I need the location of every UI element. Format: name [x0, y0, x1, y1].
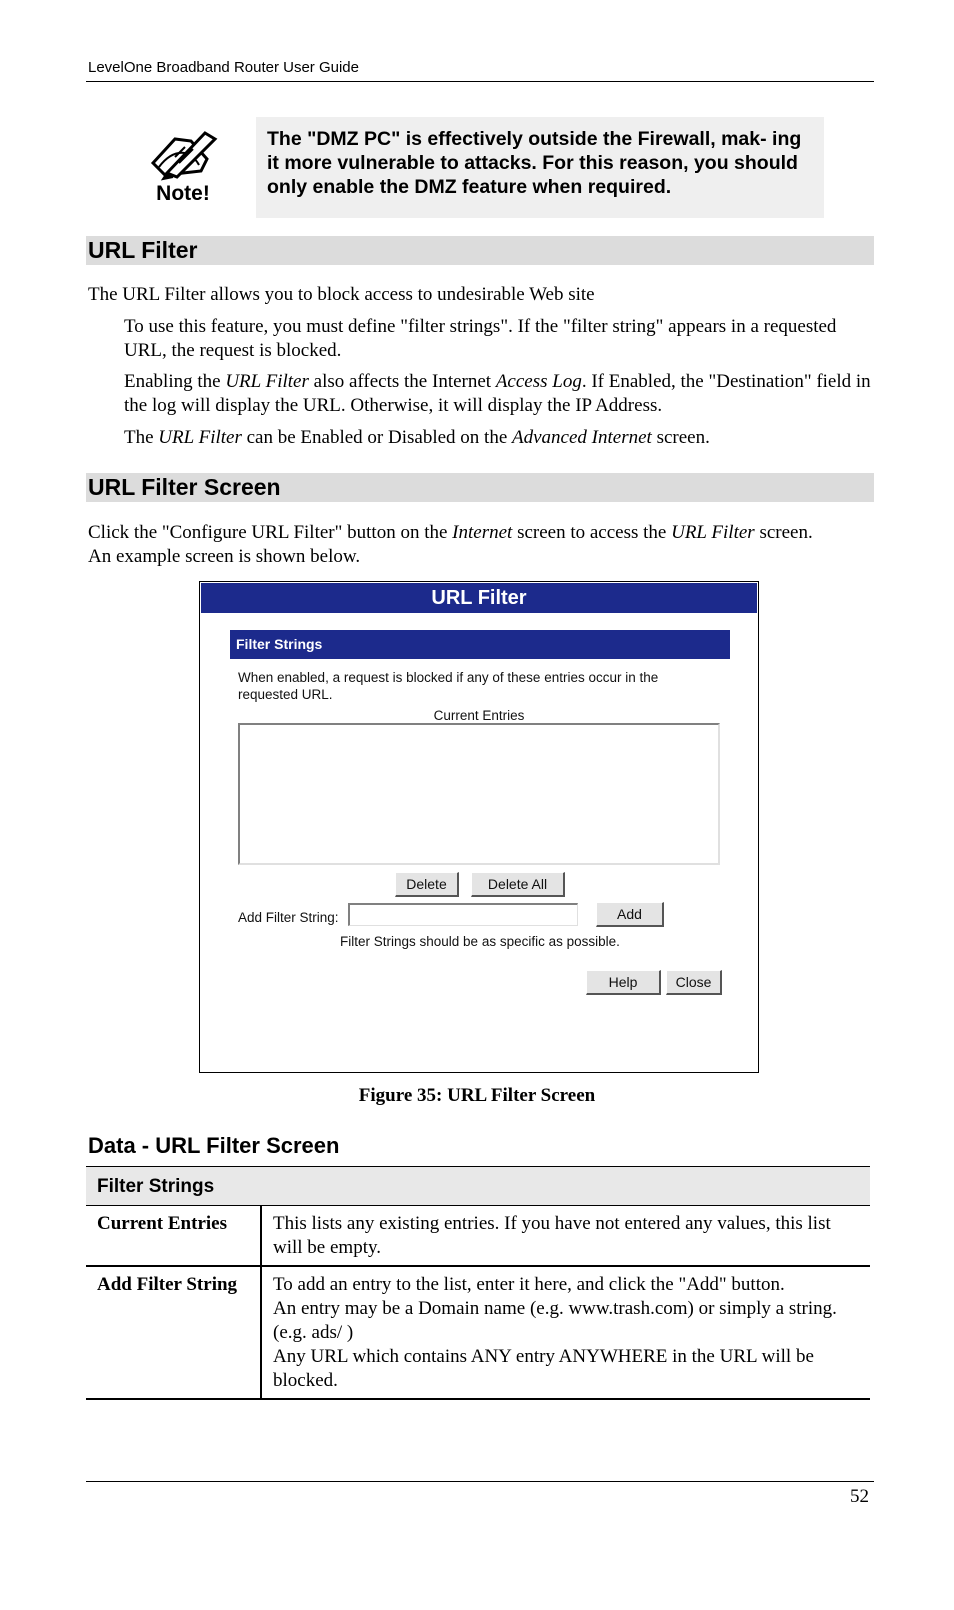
help-button[interactable]: Help — [586, 970, 661, 995]
screen-title: URL Filter — [201, 583, 757, 613]
section-heading-url-filter — [86, 236, 874, 265]
footer-rule — [86, 1481, 874, 1482]
filter-description: When enabled, a request is blocked if any of these entries occur in the requested URL. — [238, 670, 659, 702]
section-title: URL Filter — [88, 237, 198, 263]
paragraph-access-log: Enabling the URL Filter also affects the Internet Access Log. If Enabled, the "Destination" field in the log will display the URL. Otherwise, it will display the IP Address. — [124, 371, 871, 416]
table-group-label: Filter Strings — [86, 1167, 870, 1206]
add-button[interactable]: Add — [596, 902, 664, 927]
data-heading: Data - URL Filter Screen — [88, 1133, 340, 1158]
section-heading-url-filter-screen — [86, 473, 874, 502]
data-table — [86, 1166, 870, 1400]
table-description: This lists any existing entries. If you have not entered any values, this list will be empty. — [261, 1206, 870, 1267]
delete-button[interactable]: Delete — [395, 872, 459, 897]
table-term: Current Entries — [86, 1206, 261, 1267]
note-callout — [256, 117, 824, 218]
table-group-row — [86, 1167, 870, 1206]
close-button[interactable]: Close — [666, 970, 722, 995]
note-text: The "DMZ PC" is effectively outside the Firewall, mak- ing it more vulnerable to attacks. For this reason, you should only enable the DMZ feature when required. — [267, 128, 802, 198]
current-entries-listbox[interactable] — [238, 723, 720, 865]
page-number: 52 — [850, 1486, 869, 1507]
add-filter-string-label: Add Filter String: — [238, 910, 339, 925]
figure-caption: Figure 35: URL Filter Screen — [358, 1085, 596, 1106]
note-icon-label: Note! — [156, 182, 210, 205]
paragraph-configure: Click the "Configure URL Filter" button on the Internet screen to access the URL Filter screen. An example screen is shown below. — [88, 522, 813, 567]
table-row — [86, 1206, 870, 1267]
section-title: URL Filter Screen — [88, 474, 281, 500]
note-pencil-icon — [145, 129, 221, 205]
paragraph-enable: The URL Filter can be Enabled or Disabled on the Advanced Internet screen. — [124, 427, 710, 448]
current-entries-label: Current Entries — [433, 708, 525, 723]
paragraph-filter-strings: To use this feature, you must define "filter strings". If the "filter string" appears in a requested URL, the request is blocked. — [124, 316, 837, 361]
add-filter-string-input[interactable] — [348, 903, 578, 926]
filter-hint: Filter Strings should be as specific as possible. — [340, 934, 620, 949]
running-header: LevelOne Broadband Router User Guide — [88, 59, 359, 76]
table-row — [86, 1266, 870, 1399]
url-filter-screenshot — [199, 581, 759, 1073]
header-rule — [86, 81, 874, 82]
table-term: Add Filter String — [86, 1266, 261, 1399]
table-description: To add an entry to the list, enter it here, and click the "Add" button. An entry may be a Domain name (e.g. www.trash.com) or simply a string. (e.g. ads/ ) Any URL which contains ANY entry ANYWHERE in the URL will be blocked. — [261, 1266, 870, 1399]
delete-all-button[interactable]: Delete All — [471, 872, 565, 897]
filter-strings-bar: Filter Strings — [230, 630, 730, 659]
intro-paragraph: The URL Filter allows you to block access to undesirable Web site — [88, 284, 595, 305]
